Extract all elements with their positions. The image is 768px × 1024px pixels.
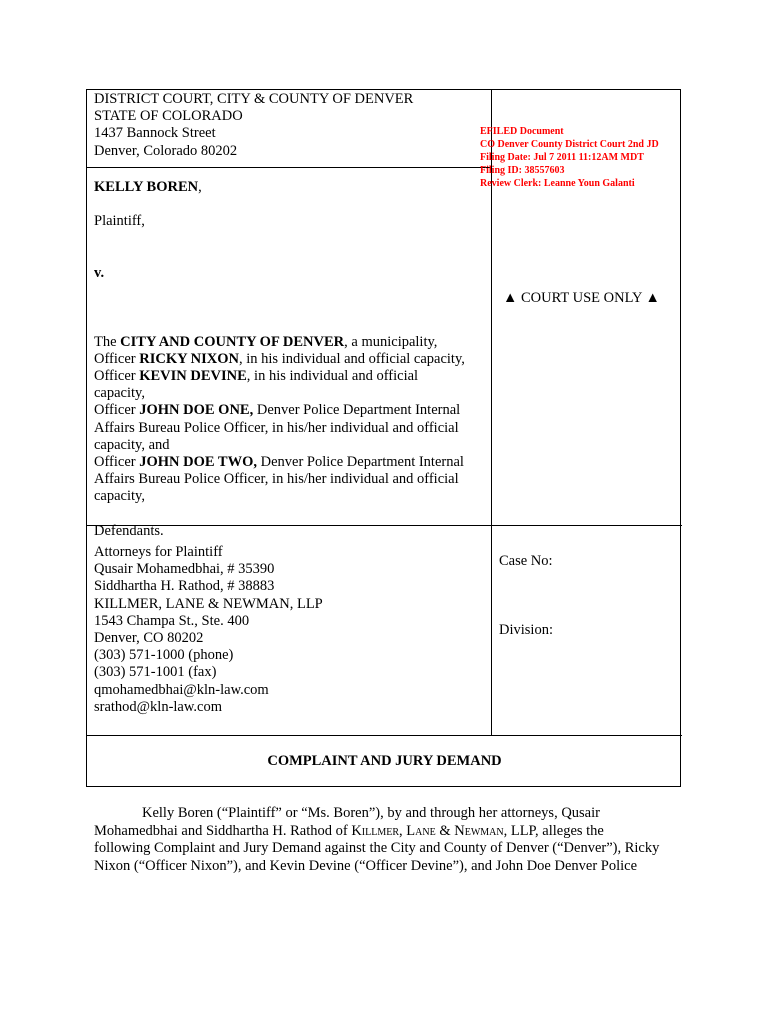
defendants-label: Defendants.	[94, 522, 164, 539]
document-title: COMPLAINT AND JURY DEMAND	[267, 753, 502, 769]
row-divider-attorneys	[87, 735, 682, 736]
attorney-email: srathod@kln-law.com	[94, 698, 222, 715]
efiled-stamp	[480, 125, 659, 190]
efiled-line: EFILED Document	[480, 126, 564, 137]
caption-table	[86, 89, 681, 787]
efiled-line: Filing ID: 38557603	[480, 165, 565, 177]
defendant-devine-cont: capacity,	[94, 385, 145, 402]
efiled-line: Review Clerk: Leanne Youn Galanti	[480, 178, 635, 190]
attorney-line: 1543 Champa St., Ste. 400	[94, 612, 250, 629]
defendant-denver: The CITY AND COUNTY OF DENVER, a municipality,	[94, 333, 438, 350]
attorney-email: qmohamedbhai@kln-law.com	[94, 681, 269, 698]
attorney-line: Attorneys for Plaintiff	[94, 544, 223, 560]
attorney-line: Qusair Mohamedbhai, # 35390	[94, 561, 275, 578]
defendant-doe-two-cont2: capacity,	[94, 488, 145, 505]
complaint-body	[94, 805, 684, 875]
court-street: 1437 Bannock Street	[94, 125, 216, 142]
court-city: Denver, Colorado 80202	[94, 142, 238, 159]
attorney-line: Siddhartha H. Rathod, # 38883	[94, 578, 275, 595]
efiled-line: Filing Date: Jul 7 2011 11:12AM MDT	[480, 152, 644, 164]
plaintiff-name: KELLY BOREN	[94, 179, 199, 195]
attorney-line: Denver, CO 80202	[94, 629, 204, 646]
body-line: Kelly Boren (“Plaintiff” or “Ms. Boren”), by and through her attorneys, Qusair	[142, 805, 600, 821]
versus: v.	[94, 264, 105, 281]
defendant-doe-one-cont: Affairs Bureau Police Officer, in his/her individual and official	[94, 419, 459, 436]
body-line: following Complaint and Jury Demand against the City and County of Denver (“Denver”), Ricky	[94, 840, 660, 856]
attorney-line: (303) 571-1001 (fax)	[94, 664, 217, 681]
attorney-line: KILLMER, LANE & NEWMAN, LLP	[94, 595, 323, 612]
defendant-doe-two: Officer JOHN DOE TWO, Denver Police Department Internal	[94, 454, 464, 470]
court-address	[94, 91, 413, 160]
division-label: Division:	[499, 622, 553, 638]
plaintiff-label: Plaintiff,	[94, 213, 145, 230]
defendant-doe-one-cont2: capacity, and	[94, 436, 170, 453]
defendant-devine: Officer KEVIN DEVINE, in his individual and official	[94, 368, 419, 385]
defendant-doe-two-cont: Affairs Bureau Police Officer, in his/her individual and official	[94, 471, 459, 488]
row-divider-court	[87, 167, 491, 168]
plaintiff-name-line: KELLY BOREN,	[94, 179, 202, 195]
defendant-nixon: Officer RICKY NIXON, in his individual and official capacity,	[94, 350, 465, 367]
attorney-block	[94, 544, 323, 716]
court-use-only: ▲ COURT USE ONLY ▲	[503, 290, 660, 306]
parties-block	[94, 179, 465, 540]
body-line: Mohamedbhai and Siddhartha H. Rathod of Killmer, Lane & Newman, LLP, alleges the	[94, 822, 604, 839]
efiled-line: CO Denver County District Court 2nd JD	[480, 139, 659, 151]
court-name: DISTRICT COURT, CITY & COUNTY OF DENVER	[94, 91, 414, 107]
court-state: STATE OF COLORADO	[94, 108, 243, 125]
attorney-line: (303) 571-1000 (phone)	[94, 647, 234, 664]
defendant-doe-one: Officer JOHN DOE ONE, Denver Police Department Internal	[94, 402, 461, 419]
body-line: Nixon (“Officer Nixon”), and Kevin Devine (“Officer Devine”), and John Doe Denver Police	[94, 857, 638, 874]
case-no-label: Case No:	[499, 553, 553, 569]
